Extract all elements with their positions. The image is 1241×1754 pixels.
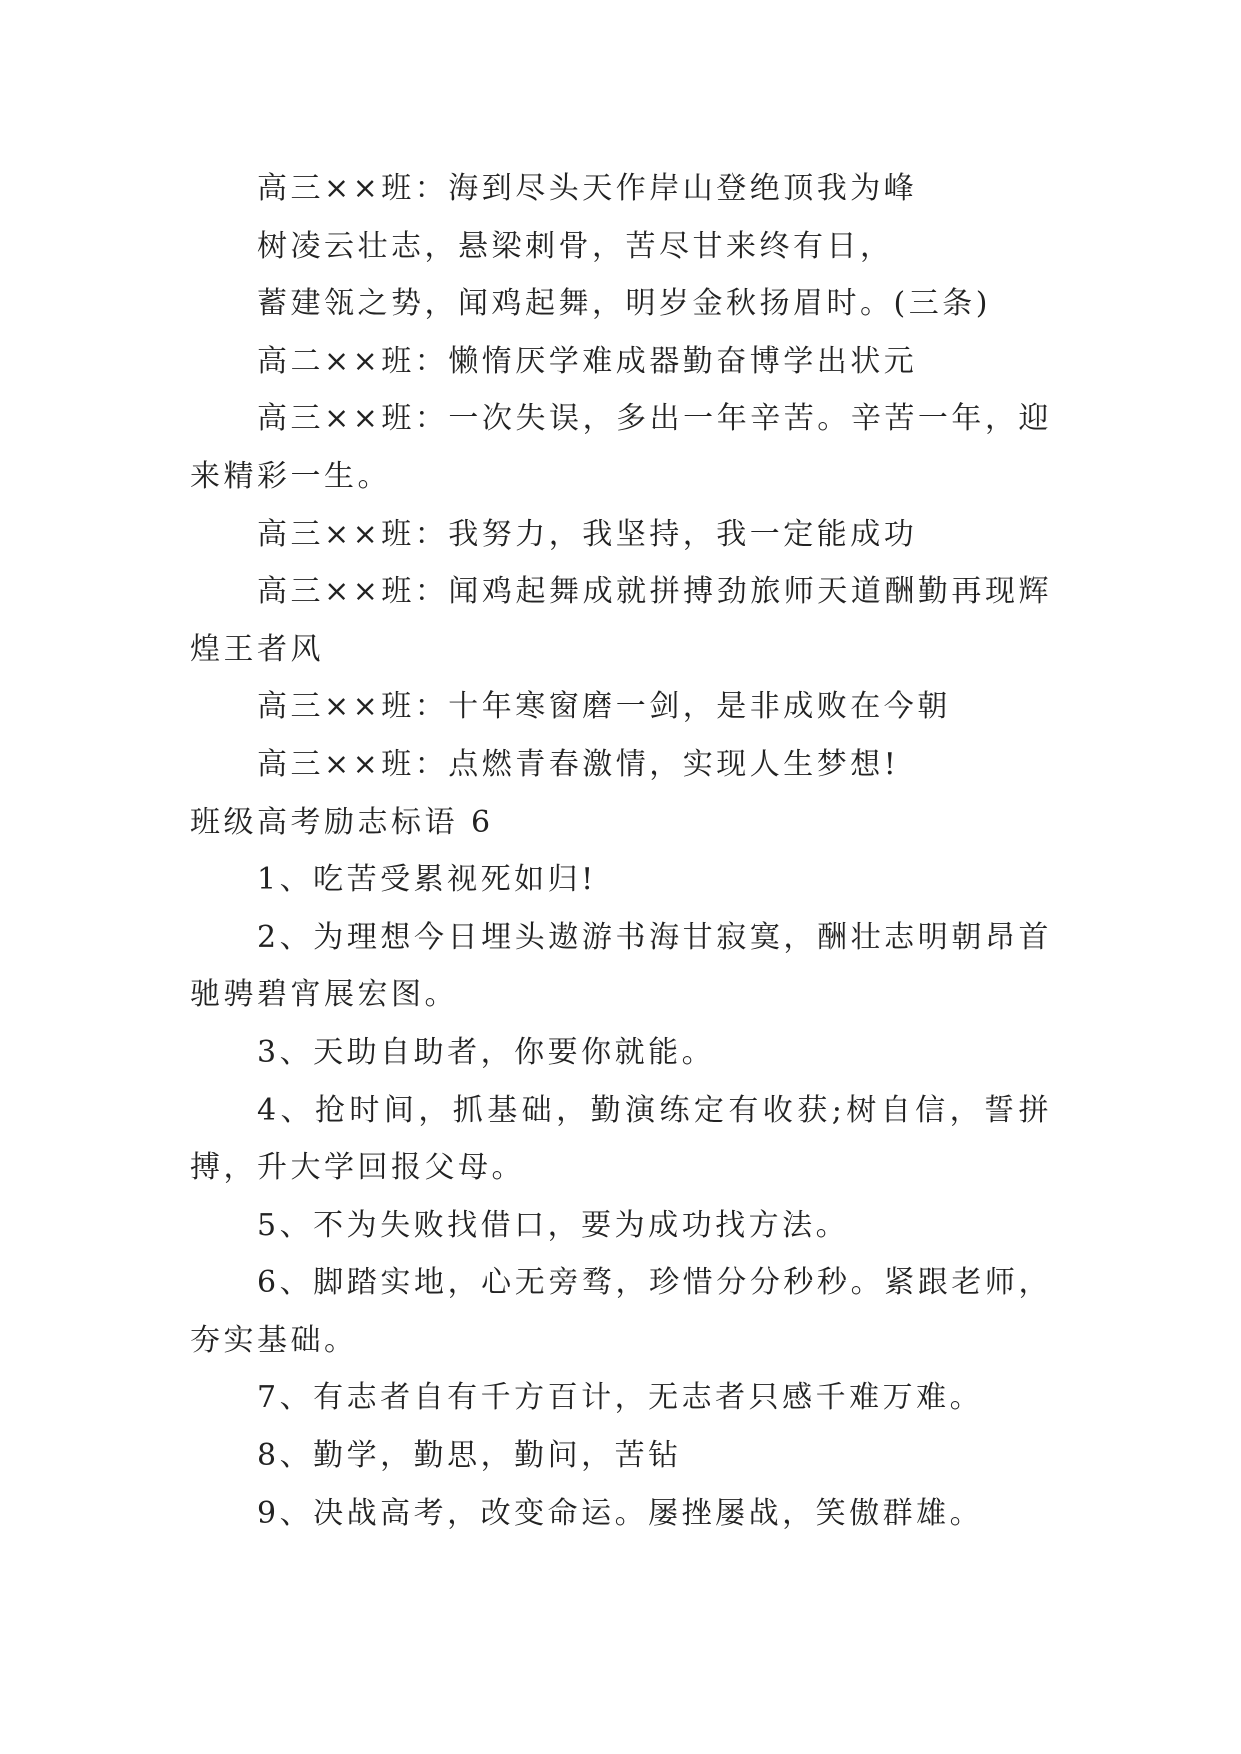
- list-item: 4、抢时间，抓基础，勤演练定有收获;树自信，誓拼搏，升大学回报父母。: [190, 1092, 1052, 1186]
- list-item: 3、天助自助者，你要你就能。: [257, 1034, 716, 1070]
- paragraph: 高三××班：十年寒窗磨一剑，是非成败在今朝: [257, 689, 951, 725]
- list-item: 9、决战高考，改变命运。屡挫屡战，笑傲群雄。: [257, 1495, 984, 1531]
- list-item: 8、勤学，勤思，勤问，苦钻: [257, 1438, 682, 1474]
- section-heading: 班级高考励志标语 6: [190, 804, 494, 840]
- list-item: 6、脚踏实地，心无旁骛，珍惜分分秒秒。紧跟老师，夯实基础。: [190, 1265, 1052, 1358]
- paragraph: 高三××班：闻鸡起舞成就拼搏劲旅师天道酬勤再现辉煌王者风: [190, 574, 1052, 667]
- list-item: 7、有志者自有千方百计，无志者只感千难万难。: [257, 1380, 984, 1416]
- paragraph: 高二××班：懒惰厌学难成器勤奋博学出状元: [257, 343, 918, 379]
- list-item: 1、吃苦受累视死如归!: [257, 862, 597, 898]
- list-item: 5、不为失败找借口，要为成功找方法。: [257, 1207, 850, 1243]
- document-body: [190, 160, 1052, 1542]
- paragraph: 高三××班：点燃青春激情，实现人生梦想!: [257, 746, 900, 782]
- paragraph: 蓄建瓴之势，闻鸡起舞，明岁金秋扬眉时。(三条): [257, 286, 991, 322]
- paragraph: 高三××班：一次失误，多出一年辛苦。辛苦一年，迎来精彩一生。: [190, 401, 1052, 494]
- paragraph: 高三××班：海到尽头天作岸山登绝顶我为峰: [257, 171, 918, 206]
- list-item: 2、为理想今日埋头遨游书海甘寂寞，酬壮志明朝昂首驰骋碧宵展宏图。: [190, 919, 1052, 1013]
- paragraph: 树凌云壮志，悬梁刺骨，苦尽甘来终有日，: [257, 228, 894, 264]
- paragraph: 高三××班：我努力，我坚持，我一定能成功: [257, 516, 918, 552]
